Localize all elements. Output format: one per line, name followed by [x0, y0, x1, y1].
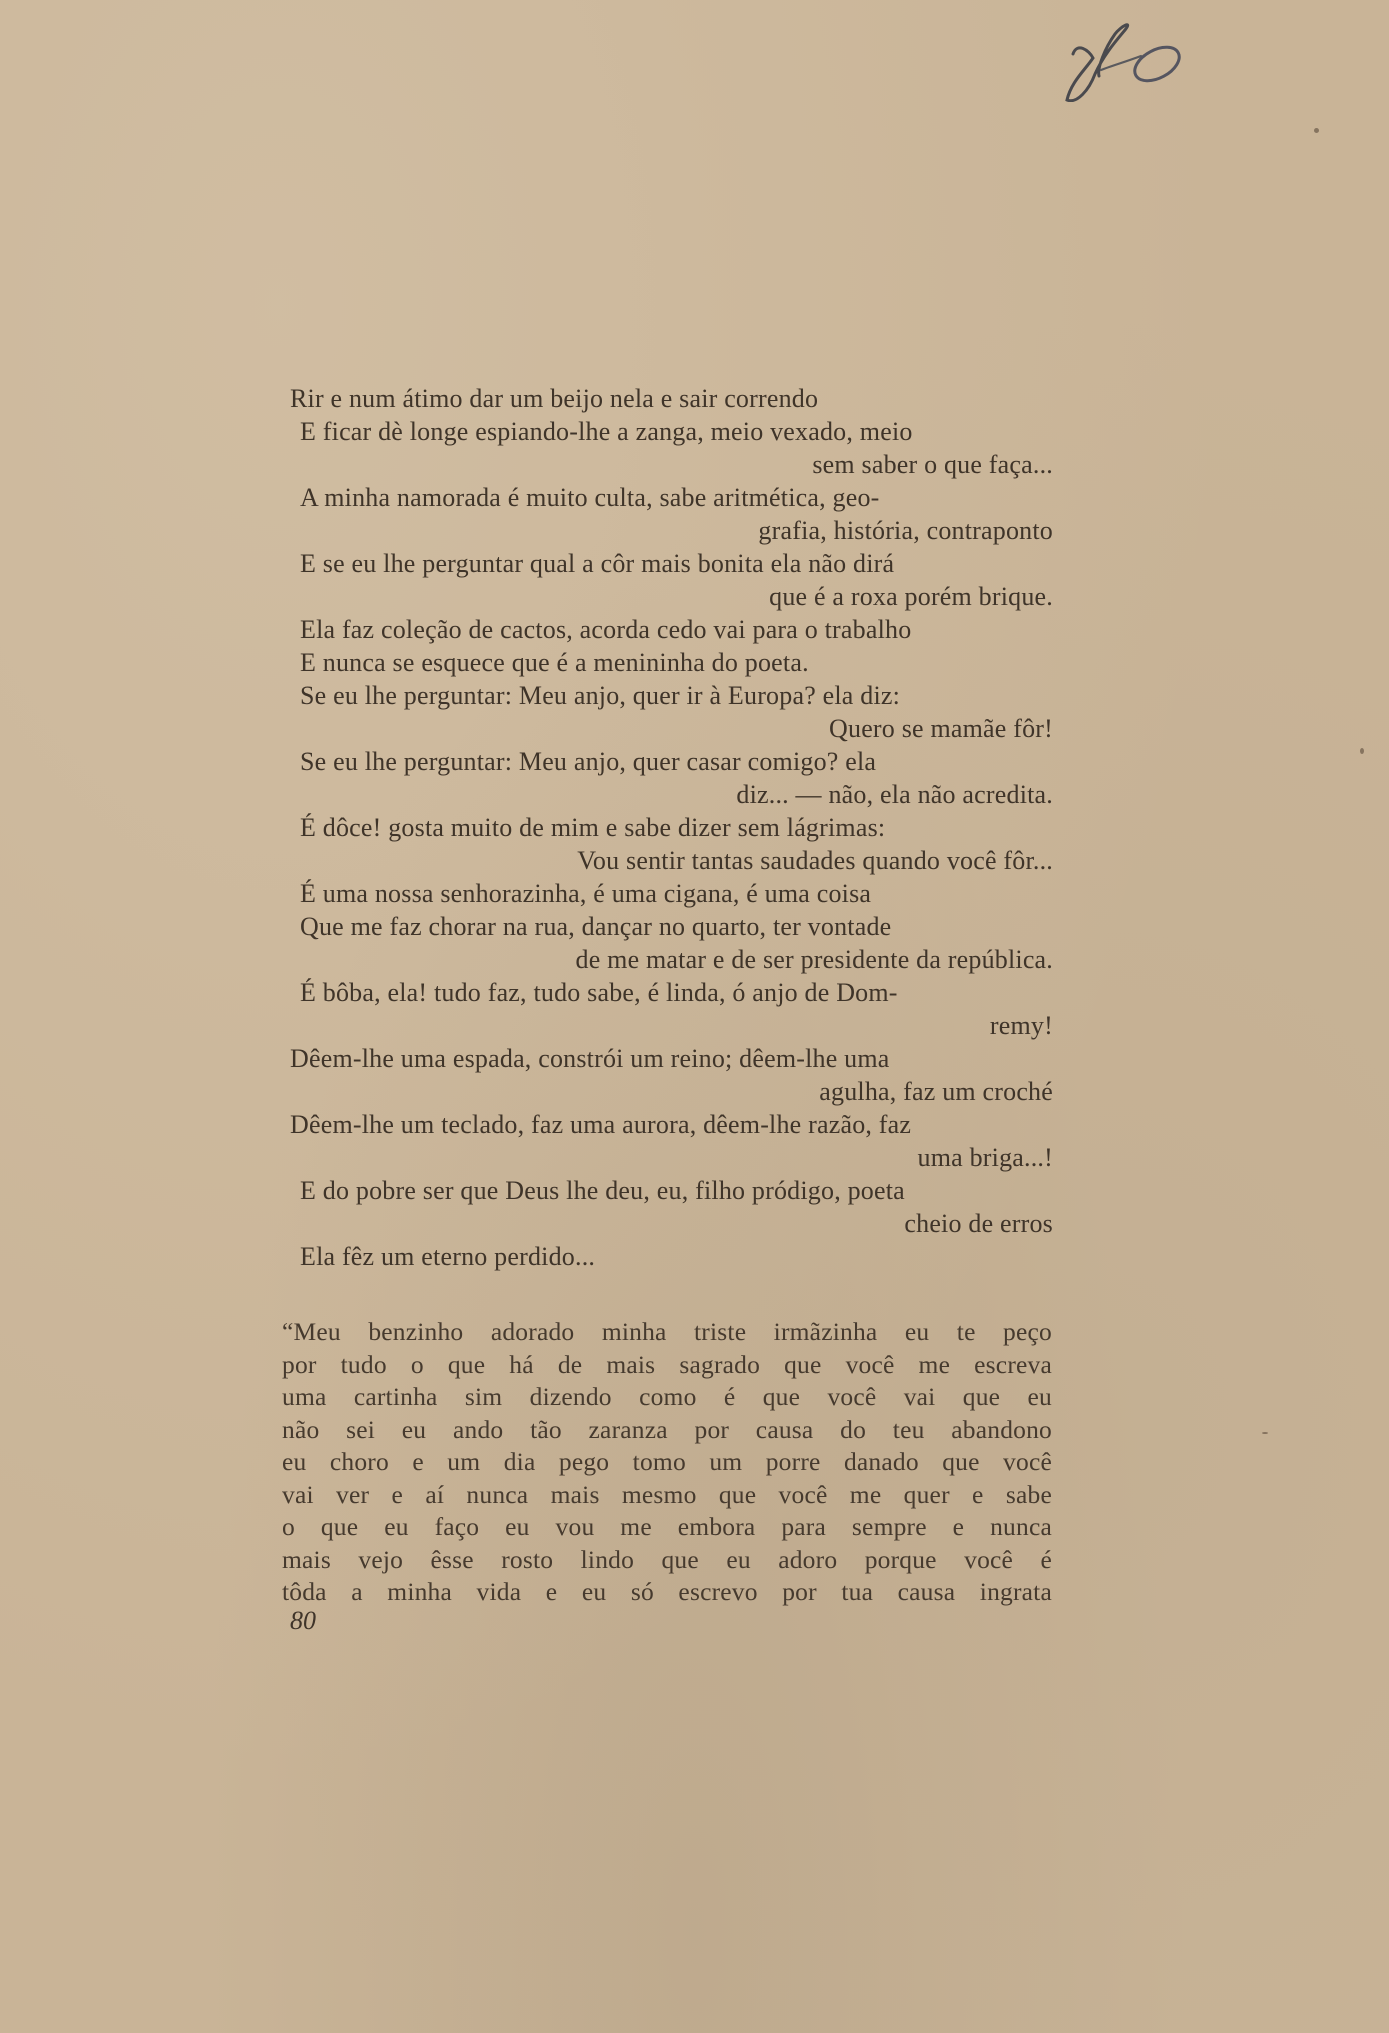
poem-line: Dêem-lhe um teclado, faz uma aurora, dêem-lhe razão, faz [290, 1110, 912, 1139]
page-number: 80 [290, 1606, 316, 1635]
poem-line-continuation: que é a roxa porém brique. [769, 582, 1053, 611]
poem-stanza [290, 382, 1065, 1273]
poem-line: E nunca se esquece que é a menininha do poeta. [300, 648, 809, 677]
poem-line: E se eu lhe perguntar qual a côr mais bonita ela não dirá [300, 549, 895, 578]
letter-line: eu choro e um dia pego tomo um porre danado que você [282, 1447, 1052, 1476]
poem-line-continuation: agulha, faz um croché [819, 1077, 1053, 1106]
poem-line: É uma nossa senhorazinha, é uma cigana, é uma coisa [300, 879, 872, 908]
poem-line: Se eu lhe perguntar: Meu anjo, quer casar comigo? ela [300, 747, 877, 776]
letter-line: uma cartinha sim dizendo como é que você vai que eu [282, 1382, 1052, 1411]
poem-line: Se eu lhe perguntar: Meu anjo, quer ir à Europa? ela diz: [300, 681, 901, 710]
poem-line: Dêem-lhe uma espada, constrói um reino; dêem-lhe uma [290, 1044, 890, 1073]
poem-line: Que me faz chorar na rua, dançar no quarto, ter vontade [300, 912, 892, 941]
poem-line-continuation: uma briga...! [917, 1143, 1053, 1172]
poem-line-continuation: Vou sentir tantas saudades quando você fôr... [577, 846, 1053, 875]
poem-line-continuation: sem saber o que faça... [812, 450, 1053, 479]
poem-line: Ela faz coleção de cactos, acorda cedo vai para o trabalho [300, 615, 912, 644]
poem-line: É dôce! gosta muito de mim e sabe dizer sem lágrimas: [300, 813, 886, 842]
poem-line-continuation: cheio de erros [904, 1209, 1053, 1238]
paper-speck [1262, 1432, 1268, 1434]
letter-line: “Meu benzinho adorado minha triste irmãzinha eu te peço [282, 1317, 1052, 1346]
poem-line: É bôba, ela! tudo faz, tudo sabe, é linda, ó anjo de Dom- [300, 978, 898, 1007]
poem-line: E do pobre ser que Deus lhe deu, eu, filho pródigo, poeta [300, 1176, 905, 1205]
letter-line: vai ver e aí nunca mais mesmo que você me quer e sabe [282, 1479, 1052, 1509]
poem-line: A minha namorada é muito culta, sabe aritmética, geo- [300, 483, 880, 512]
poem-line: E ficar dè longe espiando-lhe a zanga, meio vexado, meio [300, 417, 913, 446]
letter-line: tôda a minha vida e eu só escrevo por tua causa ingrata [282, 1577, 1052, 1606]
paper-speck [1314, 128, 1319, 133]
poem-line-continuation: grafia, história, contraponto [758, 516, 1053, 545]
poem-line: Ela fêz um eterno perdido... [300, 1242, 596, 1271]
handwritten-page-number [1055, 12, 1185, 102]
handwritten-80-icon [1055, 12, 1185, 102]
paper-speck [1360, 748, 1364, 754]
poem-line-continuation: diz... — não, ela não acredita. [736, 780, 1053, 809]
letter-line: mais vejo êsse rosto lindo que eu adoro porque você é [282, 1544, 1052, 1574]
letter-line: não sei eu ando tão zaranza por causa do teu abandono [282, 1414, 1052, 1444]
letter-paragraph [282, 1316, 1052, 1609]
poem-line-continuation: de me matar e de ser presidente da república. [575, 945, 1053, 974]
letter-line: o que eu faço eu vou me embora para sempre e nunca [282, 1512, 1052, 1541]
poem-line: Rir e num átimo dar um beijo nela e sair correndo [290, 384, 819, 413]
poem-line-continuation: Quero se mamãe fôr! [829, 714, 1053, 743]
letter-line: por tudo o que há de mais sagrado que você me escreva [282, 1349, 1052, 1379]
poem-line-continuation: remy! [989, 1011, 1053, 1040]
